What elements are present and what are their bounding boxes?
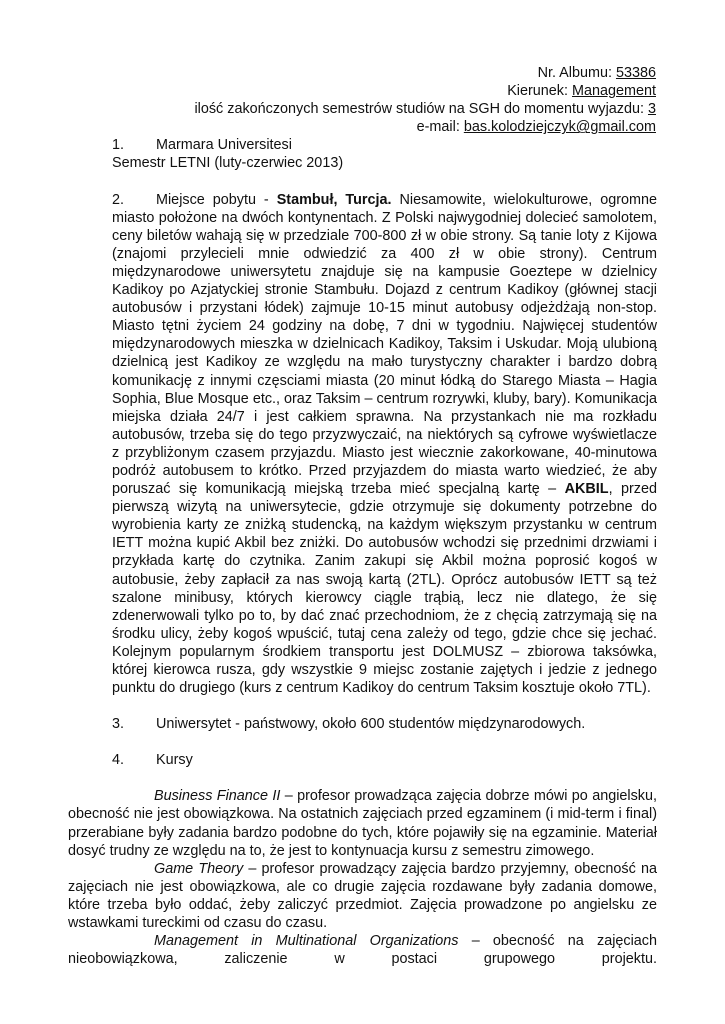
semesters-label: ilość zakończonych semestrów studiów na SGH do momentu wyjazdu: xyxy=(194,101,644,118)
course-business-finance-text: – profesor prowadząca zajęcia dobrze mówi po angielsku, obecność nie jest obowiązkowa. Na ostatnich zajęciach przed egzaminem (i mid-term i final) przerabiane były zadania bardzo podobne do tych, które pojawiły się na egzaminie. Materiał dosyć trudny ze względu na to, że jest to kontynuacja kursu z semestru zimowego. xyxy=(68,788,657,859)
section-2-text-b: , przed pierwszą wizytą na uniwersytecie, gdzie otrzymuje się dokumenty potrzebne do wyrobienia karty ze zniżką studencką, na każdym większym przystanku w centrum IETT można kupić Akbil bez zniżki. Do autobusów wchodzi się przednimi drzwiami i przykłada kartę do czytnika. Zanim zakupi się Akbil można poprosić kogoś w autobusie, żeby zapłacił za nas swoją kartą (2TL). Oprócz autobusów IETT są też szalone minibusy, których kierowcy ciągle trąbią, lecz nie dlatego, że się zdenerwowali tylko po to, by dać znać przechodniom, że z chęcią zatrzymają się na środku ulicy, żeby kogoś wpuścić, tutaj cena zależy od tego, gdzie chce się jechać. Kolejnym popularnym środkiem transportu jest DOLMUSZ – zbiorowa taksówka, której kierowca rusza, gdy wszystkie 9 miejsc zostanie zajętych i jedzie z jednego punktu do drugiego (kurs z centrum Kadikoy do centrum Taksim kosztuje około 7TL). xyxy=(112,481,658,697)
section-2-akbil: AKBIL xyxy=(564,481,609,498)
section-3-text: Uniwersytet - państwowy, około 600 studentów międzynarodowych. xyxy=(156,716,586,733)
album-label: Nr. Albumu: xyxy=(537,65,612,81)
semesters-value: 3 xyxy=(647,101,656,118)
section-4-title: Kursy xyxy=(156,752,193,769)
section-1-title: Marmara Universitesi xyxy=(156,137,292,154)
section-1-semester: Semestr LETNI (luty-czerwiec 2013) xyxy=(112,155,344,172)
section-4-heading xyxy=(112,751,657,769)
album-value: 53386 xyxy=(615,65,656,81)
course-management-mno xyxy=(68,932,657,968)
course-management-mno-name: Management in Multinational Organizations xyxy=(154,933,459,950)
email-link[interactable]: bas.kolodziejczyk@gmail.com xyxy=(463,119,656,136)
section-2 xyxy=(112,191,657,698)
email-label: e-mail: xyxy=(416,119,460,136)
courses-list xyxy=(68,787,657,968)
kierunek-label: Kierunek: xyxy=(507,83,568,100)
kierunek-line xyxy=(112,82,656,100)
section-1-number: 1. xyxy=(112,137,125,154)
course-game-theory-name: Game Theory xyxy=(154,860,244,877)
course-business-finance xyxy=(68,787,657,859)
section-2-lead: Miejsce pobytu - xyxy=(156,191,269,208)
section-2-place: Stambuł, Turcja. xyxy=(276,191,392,208)
kierunek-value: Management xyxy=(572,83,656,100)
section-4-number: 4. xyxy=(112,752,125,769)
email-line xyxy=(112,118,656,136)
section-3 xyxy=(112,715,657,733)
section-1 xyxy=(112,136,657,172)
album-line xyxy=(112,64,656,82)
semesters-line xyxy=(112,100,656,118)
section-2-text-a: Niesamowite, wielokulturowe, ogromne miasto położone na dwóch kontynentach. Z Polski najwygodniej dolecieć samolotem, ceny biletów wahają się w przedziale 700-800 zł w obie strony. Są tanie loty z Kijowa (znajomi przylecieli mnie odwiedzić za 400 zł w obie strony). Centrum międzynarodowe uniwersytetu znajduje się na kampusie Goeztepe w dzielnicy Kadikoy po Azjatyckiej stronie Stambułu. Dojazd z centrum Kadikoy (głównej stacji autobusów i przystani łódek) zajmuje 10-15 minut autobusy odjeżdżają non-stop. Miasto tętni życiem 24 godziny na dobę, 7 dni w tygodniu. Najwięcej studentów międzynarodowych mieszka w dzielnicach Kadikoy, Taksim i Uskudar. Moją ulubioną dzielnicą jest Kadikoy ze względu na mało turystyczny charakter i bardzo dobrą komunikację z innymi częsciami miasta (20 minut łódką do Starego Miasta – Hagia Sophia, Blue Mosque etc., oraz Taksim – centrum rozrywki, kluby, bary). Komunikacja miejska działa 24/7 i jest całkiem sprawna. Na przystankach nie ma rozkładu autobusów, trzeba się do tego przyzwyczaić, na niektórych są cyfrowe wyświetlacze z przybliżonym czasem przyjazdu. Miasto jest wiecznie zakorkowane, 40-minutowa podróż autobusem to krótko. Przed przyjazdem do miasta warto wiedzieć, że aby poruszać się komunikacją miejską trzeba mieć specjalną kartę – xyxy=(112,191,657,498)
section-3-number: 3. xyxy=(112,716,125,733)
section-2-number: 2. xyxy=(112,191,125,208)
course-business-finance-name: Business Finance II xyxy=(154,788,281,805)
course-game-theory-text: – profesor prowadzący zajęcia bardzo przyjemny, obecność na zajęciach nie jest obowiązkowa, ale co drugie zajęcia rozdawane były zadania domowe, które trzeba było oddać, żeby zaliczyć przedmiot. Zajęcia prowadzone po angielsku ze wstawkami tureckimi od czasu do czasu. xyxy=(68,860,657,932)
course-game-theory xyxy=(68,860,657,932)
course-management-mno-text: – obecność na zajęciach nieobowiązkowa, zaliczenie w postaci grupowego projektu. xyxy=(68,933,657,968)
student-header xyxy=(112,64,656,136)
